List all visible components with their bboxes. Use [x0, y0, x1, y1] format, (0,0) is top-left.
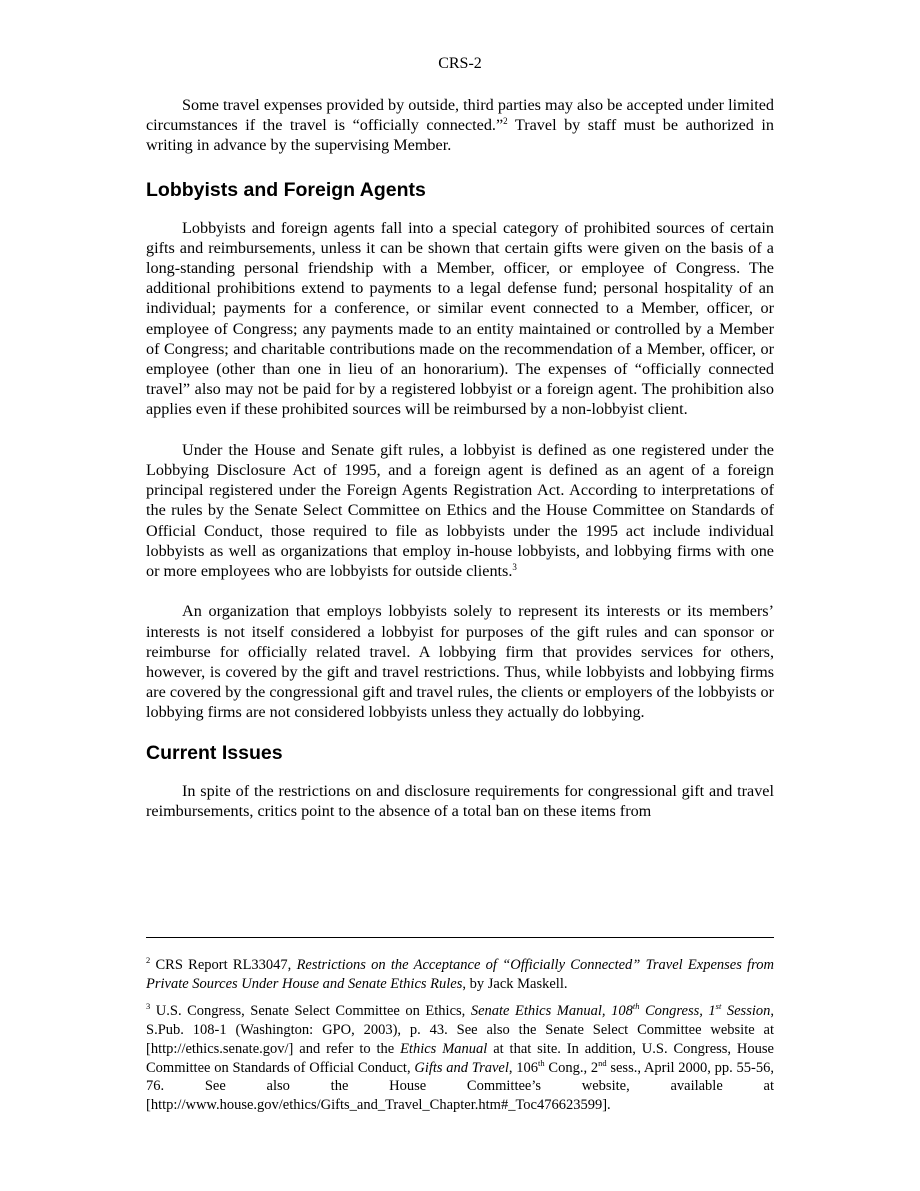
footnote-divider: [146, 937, 774, 938]
footnote-text: at that site. In addition, U.S. Congress, House Committee on Standards of Official Conduct,: [146, 1040, 774, 1076]
footnote-title: Restrictions on the Acceptance of “Officially Connected” Travel Expenses from Private Sources Under House and Senate Ethics Rules: [146, 957, 774, 992]
page-number: CRS-2: [438, 55, 482, 72]
footnote-title: Ethics Manual: [400, 1040, 488, 1057]
footnote-text: , S.Pub. 108-1 (Washington: GPO, 2003), p. 43. See also the Senate Select Committee website at [http://ethics.senate.gov/] and refer to the: [146, 1003, 774, 1057]
page-body: [146, 54, 774, 821]
paragraph-lobbyist-definition: [146, 440, 774, 581]
footnote-text: sess., April 2000, pp. 55-56, 76. See also the House Committee’s website, available at [http://www.house.gov/ethics/Gifts_and_Travel_Chapter.htm#_Toc476623599].: [146, 1059, 775, 1113]
footnote-number: 3: [146, 1001, 151, 1012]
footnote-3: [146, 1002, 774, 1114]
footnote-ref-3[interactable]: 3: [512, 562, 517, 573]
footnote-text: Cong., 2: [544, 1059, 599, 1076]
title-part: Congress, 1: [639, 1003, 716, 1020]
paragraph-text: Some travel expenses provided by outside, third parties may also be accepted under limited circumstances if the travel is “officially connected.”: [146, 96, 774, 135]
footnote-2: [146, 956, 774, 993]
paragraph-travel-expenses: [146, 95, 774, 156]
paragraph-text: Under the House and Senate gift rules, a lobbyist is defined as one registered under the Lobbying Disclosure Act of 1995, and a foreign agent is defined as an agent of a foreign principal registered under the Foreign Agents Registration Act. According to interpretations of the rules by the Senate Select Committee on Ethics and the House Committee on Standards of Official Conduct, those required to file as lobbyists under the 1995 act include individual lobbyists as well as organizations that employ in-house lobbyists, and lobbying firms with one or more employees who are lobbyists for outside clients.: [146, 440, 774, 581]
ordinal-suffix: st: [715, 1001, 722, 1012]
paragraph-current-issues: In spite of the restrictions on and disclosure requirements for congressional gift and travel reimbursements, critics point to the absence of a total ban on these items from: [146, 781, 774, 820]
footnote-title: Gifts and Travel: [414, 1059, 509, 1076]
footnote-title: [471, 1003, 771, 1019]
footnote-ref-2[interactable]: 2: [503, 116, 508, 127]
title-part: Senate Ethics Manual, 108: [470, 1003, 633, 1020]
footnote-text: , by Jack Maskell.: [462, 975, 568, 992]
title-part: Session: [721, 1003, 771, 1020]
ordinal-suffix: th: [632, 1001, 640, 1012]
ordinal-suffix: nd: [598, 1057, 607, 1068]
paragraph-organization-lobbyists: An organization that employs lobbyists solely to represent its interests or its members’ interests is not itself considered a lobbyist for purposes of the gift rules and can sponsor or reimburse for officially related travel. A lobbying firm that provides services for others, however, is covered by the gift and travel restrictions. Thus, while lobbyists and lobbying firms are covered by the congressional gift and travel rules, the clients or employers of the lobbyists or lobbying firms are not considered lobbyists unless they actually do lobbying.: [146, 602, 774, 722]
ordinal-suffix: th: [538, 1057, 545, 1068]
paragraph-lobbyists-prohibited: Lobbyists and foreign agents fall into a special category of prohibited sources of certain gifts and reimbursements, unless it can be shown that certain gifts were given on the basis of a long-standing personal friendship with a Member, officer, or employee of Congress. The additional prohibitions extend to payments to a legal defense fund; personal hospitality of an individual; payments for a conference, or similar event connected to a Member, officer, or employee of Congress; any payments made to an entity maintained or controlled by a Member of Congress; and charitable contributions made on the recommendation of a Member, officer, or employee (other than one in lieu of an honorarium). The expenses of “officially connected travel” also may not be paid for by a registered lobbyist or a foreign agent. The prohibition also applies even if these prohibited sources will be reimbursed by a non-lobbyist client.: [146, 218, 774, 419]
footnote-number: 2: [146, 955, 151, 965]
section-heading-current-issues: Current Issues: [146, 741, 283, 764]
paragraph-text: Travel by staff must be authorized in writing in advance by the supervising Member.: [146, 116, 774, 155]
section-heading-lobbyists: Lobbyists and Foreign Agents: [146, 178, 426, 201]
footnote-text: CRS Report RL33047,: [150, 957, 297, 973]
footnotes-section: [146, 956, 774, 1124]
footnote-text: U.S. Congress, Senate Select Committee on Ethics,: [150, 1003, 471, 1020]
footnote-text: , 106: [508, 1059, 539, 1076]
